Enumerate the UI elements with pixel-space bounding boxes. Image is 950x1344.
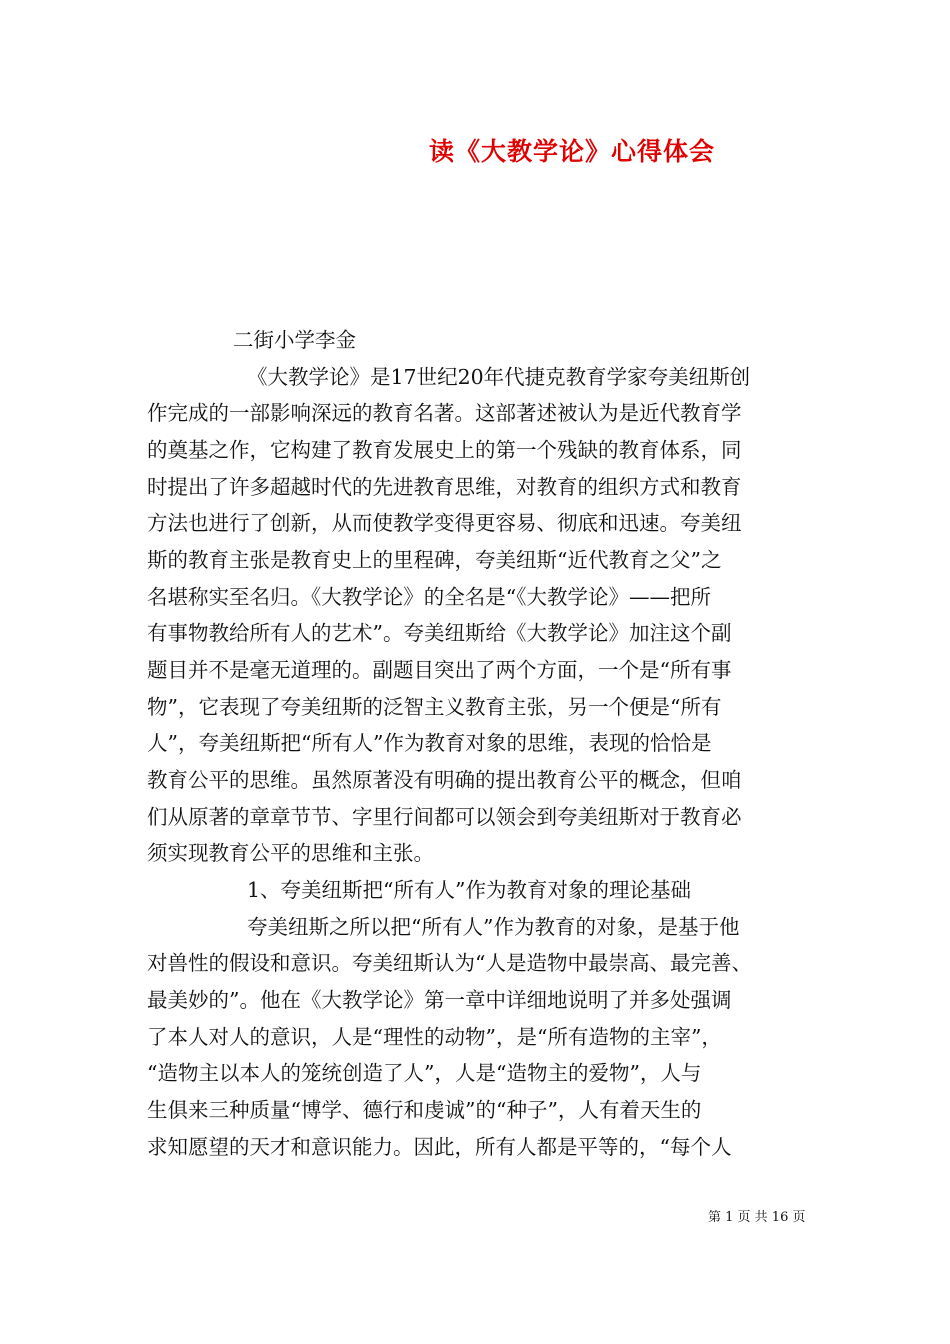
section-heading: 1、夸美纽斯把“所有人”作为教育对象的理论基础 — [247, 878, 692, 902]
paragraph-line: 的奠基之作，它构建了教育发展史上的第一个残缺的教育体系，同 — [147, 438, 742, 462]
paragraph-line: 方法也进行了创新，从而使教学变得更容易、彻底和迅速。夸美纽 — [147, 511, 742, 535]
paragraph-line: 对兽性的假设和意识。夸美纽斯认为“人是造物中最崇高、最完善、 — [147, 951, 752, 975]
paragraph-line: 须实现教育公平的思维和主张。 — [147, 841, 434, 865]
paragraph-line: 夸美纽斯之所以把“所有人”作为教育的对象，是基于他 — [247, 915, 740, 939]
paragraph-line: 教育公平的思维。虽然原著没有明确的提出教育公平的概念，但咱 — [147, 768, 742, 792]
paragraph-line: 有事物教给所有人的艺术”。夸美纽斯给《大教学论》加注这个副 — [147, 621, 732, 645]
paragraph-line: “造物主以本人的笼统创造了人”，人是“造物主的爱物”，人与 — [147, 1061, 702, 1085]
paragraph-line: 物”，它表现了夸美纽斯的泛智主义教育主张，另一个便是“所有 — [147, 695, 722, 719]
document-title: 读《大教学论》心得体会 — [428, 137, 715, 166]
author-line: 二街小学李金 — [233, 328, 356, 352]
paragraph-line: 们从原著的章章节节、字里行间都可以领会到夸美纽斯对于教育必 — [147, 805, 742, 829]
paragraph-line: 题目并不是毫无道理的。副题目突出了两个方面，一个是“所有事 — [147, 658, 732, 682]
paragraph-line: 了本人对人的意识，人是“理性的动物”，是“所有造物的主宰”， — [147, 1025, 722, 1049]
paragraph-line: 生俱来三种质量“博学、德行和虔诚”的“种子”，人有着天生的 — [147, 1098, 702, 1122]
paragraph-line: 作完成的一部影响深远的教育名著。这部著述被认为是近代教育学 — [147, 401, 742, 425]
paragraph-line: 人”，夸美纽斯把“所有人”作为教育对象的思维，表现的恰恰是 — [147, 731, 712, 755]
paragraph-line: 名堪称实至名归。《大教学论》的全名是“《大教学论》——把所 — [147, 585, 711, 609]
paragraph-line: 求知愿望的天才和意识能力。因此，所有人都是平等的，“每个人 — [147, 1135, 732, 1159]
page-number: 第 1 页 共 16 页 — [708, 1210, 806, 1225]
paragraph-line: 《大教学论》是17世纪20年代捷克教育学家夸美纽斯创 — [247, 365, 751, 389]
paragraph-line: 斯的教育主张是教育史上的里程碑，夸美纽斯“近代教育之父”之 — [147, 548, 722, 572]
paragraph-line: 最美妙的”。他在《大教学论》第一章中详细地说明了并多处强调 — [147, 988, 732, 1012]
paragraph-line: 时提出了许多超越时代的先进教育思维，对教育的组织方式和教育 — [147, 475, 742, 499]
